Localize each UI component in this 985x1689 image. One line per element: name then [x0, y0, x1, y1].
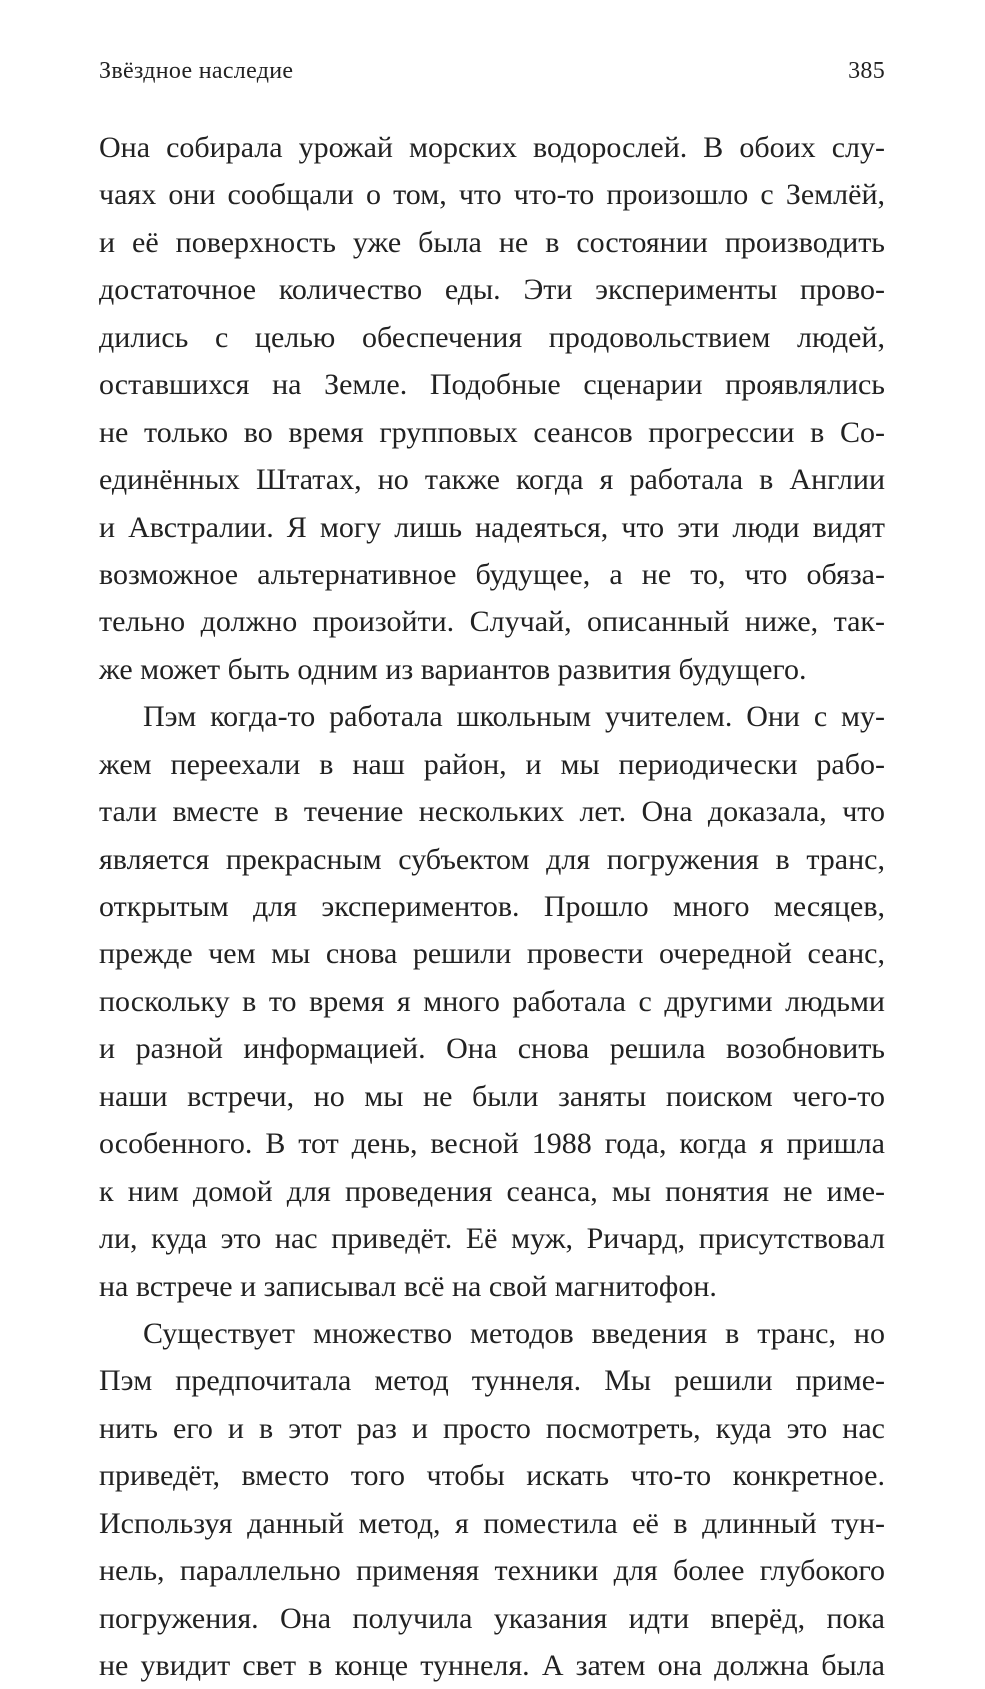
text-line: приведёт, вместо того чтобы искать что-то конкретное. — [99, 1459, 885, 1493]
text-line: ли, куда это нас приведёт. Её муж, Ричард, присутствовал — [99, 1222, 885, 1256]
book-title: Звёздное наследие — [99, 58, 294, 84]
page-number: 385 — [848, 58, 885, 84]
text-line: прежде чем мы снова решили провести очередной сеанс, — [99, 937, 885, 971]
text-line: является прекрасным субъектом для погружения в транс, — [99, 842, 885, 876]
text-line: Пэм когда-то работала школьным учителем. Они с му- — [143, 700, 885, 734]
text-line: единённых Штатах, но также когда я работала в Англии — [99, 463, 885, 497]
running-head — [99, 58, 885, 90]
text-line: дились с целью обеспечения продовольствием людей, — [99, 320, 885, 354]
text-line: Пэм предпочитала метод туннеля. Мы решили приме- — [99, 1364, 885, 1398]
text-line: поскольку в то время я много работала с другими людьми — [99, 984, 885, 1018]
body-text — [99, 124, 885, 1689]
text-line: тали вместе в течение нескольких лет. Она доказала, что — [99, 795, 885, 829]
text-line: и Австралии. Я могу лишь надеяться, что эти люди видят — [99, 510, 885, 544]
text-line: нить его и в этот раз и просто посмотреть, куда это нас — [99, 1411, 885, 1445]
text-line: на встрече и записывал всё на свой магнитофон. — [99, 1269, 717, 1303]
text-line: чаях они сообщали о том, что что-то произошло с Землёй, — [99, 178, 885, 212]
text-line: нель, параллельно применяя техники для более глубокого — [99, 1554, 885, 1588]
text-line: погружения. Она получила указания идти вперёд, пока — [99, 1601, 885, 1635]
text-line: наши встречи, но мы не были заняты поиском чего-то — [99, 1079, 885, 1113]
text-line: жем переехали в наш район, и мы периодически рабо- — [99, 747, 885, 781]
text-line: Существует множество методов введения в транс, но — [143, 1316, 885, 1350]
text-line: оставшихся на Земле. Подобные сценарии проявлялись — [99, 368, 885, 402]
text-line: Используя данный метод, я поместила её в длинный тун- — [99, 1506, 885, 1540]
text-line: не увидит свет в конце туннеля. А затем она должна была — [99, 1649, 885, 1682]
text-line: не только во время групповых сеансов прогрессии в Со- — [99, 415, 885, 449]
text-line: достаточное количество еды. Эти эксперименты прово- — [99, 273, 885, 307]
text-line: открытым для экспериментов. Прошло много месяцев, — [99, 890, 885, 923]
text-line: к ним домой для проведения сеанса, мы понятия не име- — [99, 1174, 885, 1208]
text-line: возможное альтернативное будущее, а не то, что обяза- — [99, 557, 885, 591]
text-line: и разной информацией. Она снова решила возобновить — [99, 1032, 885, 1066]
text-line: особенного. В тот день, весной 1988 года, когда я пришла — [99, 1127, 885, 1161]
text-line: и её поверхность уже была не в состоянии производить — [99, 225, 885, 259]
text-line: же может быть одним из вариантов развития будущего. — [99, 652, 807, 686]
text-line: Она собирала урожай морских водорослей. В обоих слу- — [99, 131, 885, 164]
text-line: тельно должно произойти. Случай, описанный ниже, так- — [99, 605, 885, 639]
